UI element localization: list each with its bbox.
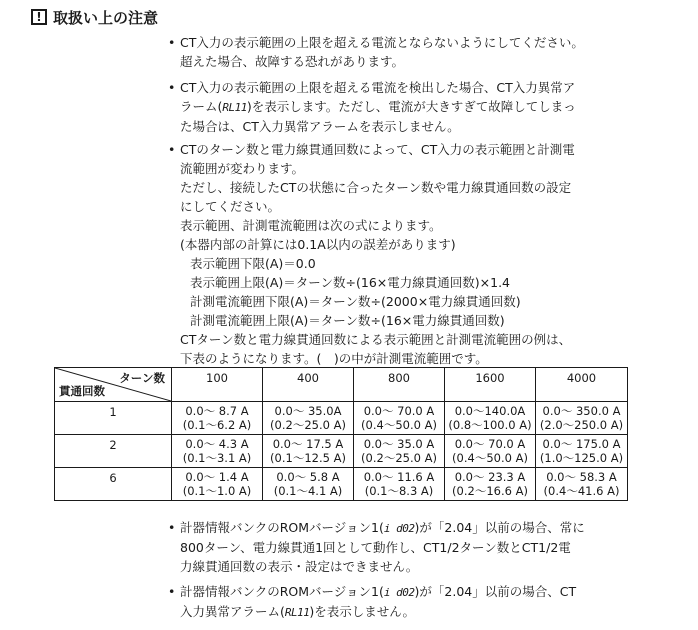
row-header: 2 xyxy=(55,435,172,468)
text-span: )を表示します。ただし、電流が大きすぎて故障してしまっ xyxy=(246,99,576,114)
display-range: 0.0～ 4.3 A xyxy=(185,437,249,451)
text-line: 表示範囲、計測電流範囲は次の式によります。 xyxy=(180,218,442,233)
measure-range: (0.1～3.1 A) xyxy=(182,451,252,465)
text-span: 計器情報バンクのROMバージョン1( xyxy=(180,584,384,599)
text-span: )が「2.04」以前の場合、CT xyxy=(414,584,577,599)
bullet-dot: • xyxy=(168,80,176,95)
text-line: 下表のようになります。( )の中が計測電流範囲です。 xyxy=(180,351,488,366)
text-line xyxy=(180,602,680,622)
measure-range: (0.2～25.0 A) xyxy=(361,451,437,465)
display-range: 0.0～ 8.7 A xyxy=(185,404,249,418)
ct-range-table xyxy=(54,367,628,501)
table-cell xyxy=(172,468,263,501)
text-span: 入力異常アラーム( xyxy=(180,604,285,619)
text-line xyxy=(180,518,680,538)
table-row xyxy=(55,435,628,468)
measure-range: (0.1～4.1 A) xyxy=(273,484,343,498)
display-range: 0.0～ 35.0 A xyxy=(363,437,435,451)
measure-range: (0.2～16.6 A) xyxy=(452,484,528,498)
text-line: CTターン数と電力線貫通回数による表示範囲と計測電流範囲の例は、 xyxy=(180,332,572,347)
text-line: 流範囲が変わります。 xyxy=(180,161,305,176)
text-line: 力線貫通回数の表示・設定はできません。 xyxy=(180,559,419,574)
display-range: 0.0～ 11.6 A xyxy=(363,470,435,484)
table-cell xyxy=(445,468,536,501)
text-line xyxy=(180,582,680,602)
text-line: CTのターン数と電力線貫通回数によって、CT入力の表示範囲と計測電 xyxy=(180,142,575,157)
table-row xyxy=(55,468,628,501)
display-range: 0.0～140.0A xyxy=(454,404,526,418)
row-header: 1 xyxy=(55,402,172,435)
bullet-dot: • xyxy=(168,35,176,50)
table-cell xyxy=(172,402,263,435)
formula-line: 計測電流範囲下限(A)＝ターン数÷(2000×電力線貫通回数) xyxy=(190,294,521,309)
measure-range: (0.1～6.2 A) xyxy=(182,418,252,432)
measure-range: (0.1～8.3 A) xyxy=(364,484,434,498)
text-line: にしてください。 xyxy=(180,199,281,214)
notice-heading xyxy=(31,5,158,29)
text-line: (本器内部の計算には0.1A以内の誤差があります) xyxy=(180,237,456,252)
bullet-dot: • xyxy=(168,142,176,157)
text-line: た場合は、CT入力異常アラームを表示しません。 xyxy=(180,119,460,134)
formula-line: 計測電流範囲上限(A)＝ターン数÷(16×電力線貫通回数) xyxy=(190,313,505,328)
display-range: 0.0～ 17.5 A xyxy=(272,437,344,451)
text-line: 超えた場合、故障する恐れがあります。 xyxy=(180,54,405,69)
table-cell xyxy=(354,468,445,501)
column-header: 4000 xyxy=(536,368,628,402)
bullet-dot: • xyxy=(168,520,176,535)
header-pass-count: 貫通回数 xyxy=(59,384,105,398)
table-cell xyxy=(263,435,354,468)
text-span: )が「2.04」以前の場合、常に xyxy=(414,520,585,535)
caution-item-4 xyxy=(168,518,680,576)
text-span: 計器情報バンクのROMバージョン1( xyxy=(180,520,384,535)
table-row xyxy=(55,402,628,435)
formula-line: 表示範囲上限(A)＝ターン数÷(16×電力線貫通回数)×1.4 xyxy=(190,275,511,290)
table-cell xyxy=(263,402,354,435)
measure-range: (0.4～50.0 A) xyxy=(452,451,528,465)
formula-line: 表示範囲下限(A)＝0.0 xyxy=(190,256,316,271)
measure-range: (0.4～50.0 A) xyxy=(361,418,437,432)
bullet-dot: • xyxy=(168,584,176,599)
text-line xyxy=(180,97,680,117)
caution-item-5 xyxy=(168,582,680,622)
table-cell xyxy=(536,468,628,501)
table-cell xyxy=(445,435,536,468)
text-line: 800ターン、電力線貫通1回として動作し、CT1/2ターン数とCT1/2電 xyxy=(180,540,571,555)
notice-title: 取扱い上の注意 xyxy=(53,8,159,27)
display-range: 0.0～ 350.0 A xyxy=(542,404,621,418)
measure-range: (2.0～250.0 A) xyxy=(539,418,624,432)
table-cell xyxy=(263,468,354,501)
table-cell xyxy=(445,402,536,435)
measure-range: (0.1～12.5 A) xyxy=(270,451,346,465)
display-range: 0.0～ 5.8 A xyxy=(276,470,340,484)
display-range: 0.0～ 35.0A xyxy=(274,404,342,418)
caution-item-2 xyxy=(168,78,680,136)
table-cell xyxy=(354,402,445,435)
table-cell xyxy=(536,435,628,468)
header-turns: ターン数 xyxy=(119,371,165,385)
text-line: CT入力の表示範囲の上限を超える電流とならないようにしてください。 xyxy=(180,35,584,50)
alarm-code: RL11 xyxy=(284,606,310,619)
display-range: 0.0～ 70.0 A xyxy=(454,437,526,451)
display-range: 0.0～ 23.3 A xyxy=(454,470,526,484)
display-range: 0.0～ 58.3 A xyxy=(546,470,617,484)
column-header: 400 xyxy=(263,368,354,402)
caution-item-1 xyxy=(168,33,680,71)
measure-range: (0.1～1.0 A) xyxy=(182,484,252,498)
column-header: 1600 xyxy=(445,368,536,402)
display-range: 0.0～ 175.0 A xyxy=(542,437,621,451)
table-corner-header xyxy=(55,368,172,402)
text-span: ラーム( xyxy=(180,99,223,114)
measure-range: (0.2～25.0 A) xyxy=(270,418,346,432)
measure-range: (1.0～125.0 A) xyxy=(539,451,624,465)
table-cell xyxy=(536,402,628,435)
text-line: ただし、接続したCTの状態に合ったターン数や電力線貫通回数の設定 xyxy=(180,180,572,195)
alarm-code: RL11 xyxy=(222,101,247,114)
measure-range: (0.8～100.0 A) xyxy=(448,418,532,432)
param-code: i d02 xyxy=(383,522,415,535)
text-line: CT入力の表示範囲の上限を超える電流を検出した場合、CT入力異常ア xyxy=(180,80,576,95)
caution-item-3 xyxy=(168,140,680,368)
column-header: 800 xyxy=(354,368,445,402)
display-range: 0.0～ 1.4 A xyxy=(185,470,249,484)
param-code: i d02 xyxy=(383,586,415,599)
table-cell xyxy=(354,435,445,468)
measure-range: (0.4～41.6 A) xyxy=(543,484,620,498)
exclamation-icon: ! xyxy=(31,9,47,25)
row-header: 6 xyxy=(55,468,172,501)
table-cell xyxy=(172,435,263,468)
display-range: 0.0～ 70.0 A xyxy=(363,404,435,418)
column-header: 100 xyxy=(172,368,263,402)
text-span: )を表示しません。 xyxy=(309,604,416,619)
